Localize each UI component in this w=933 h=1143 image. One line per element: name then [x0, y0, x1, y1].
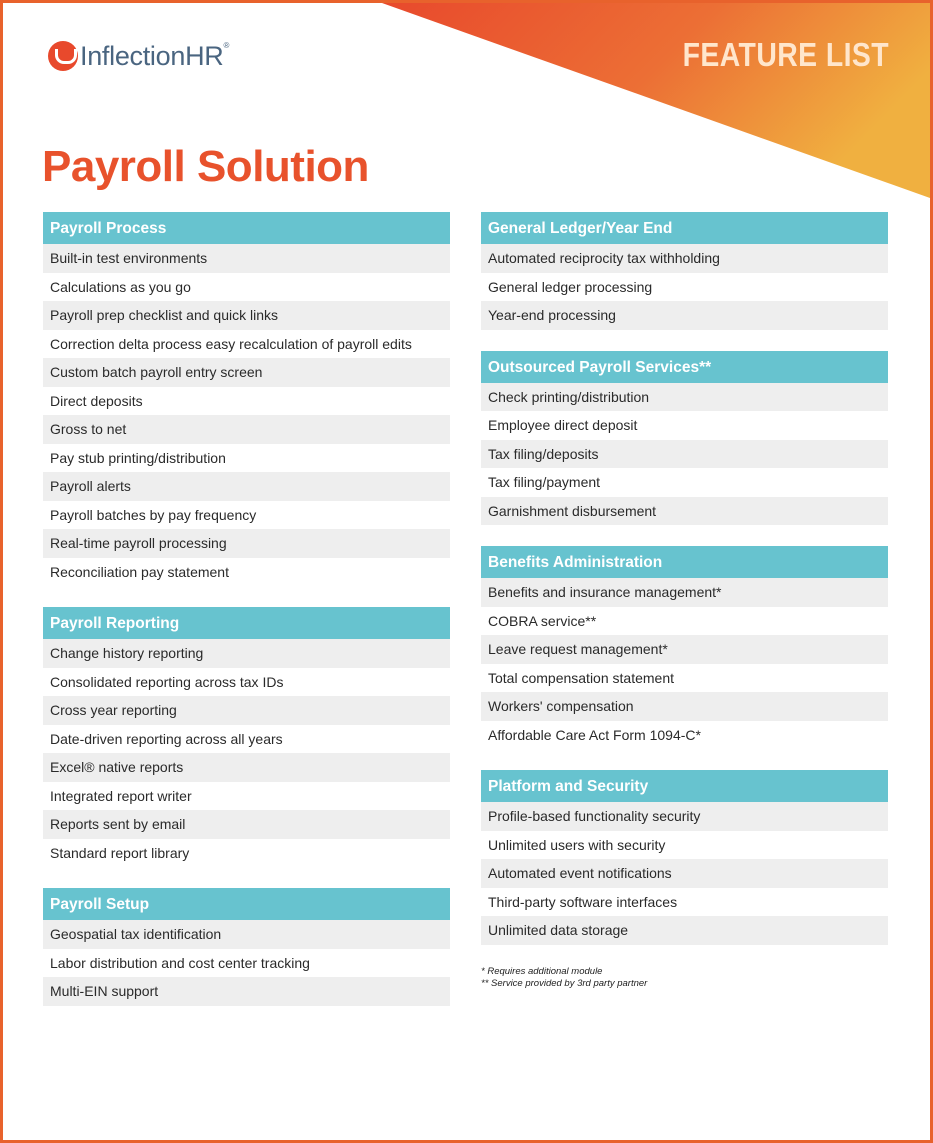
- section-outsourced-payroll-services: [481, 351, 888, 526]
- section-payroll-setup: [43, 888, 450, 1006]
- feature-items: [481, 383, 888, 526]
- feature-item: Multi-EIN support: [43, 977, 450, 1006]
- feature-item: Excel® native reports: [43, 753, 450, 782]
- section-general-ledger-year-end: [481, 212, 888, 330]
- feature-items: [481, 244, 888, 330]
- feature-item: Third-party software interfaces: [488, 893, 678, 910]
- feature-item: Cross year reporting: [43, 696, 450, 725]
- section-payroll-reporting: [43, 607, 450, 867]
- section-header: Payroll Process: [43, 212, 450, 244]
- feature-item: Leave request management*: [481, 635, 888, 664]
- section-header: Platform and Security: [481, 770, 888, 802]
- section-platform-and-security: [481, 770, 888, 945]
- feature-item: Unlimited data storage: [481, 916, 888, 945]
- feature-item: COBRA service**: [488, 612, 597, 629]
- feature-items: [481, 578, 888, 749]
- footnote-third-party: ** Service provided by 3rd party partner: [481, 977, 648, 989]
- logo-text: [80, 41, 229, 72]
- feature-item: Check printing/distribution: [481, 383, 888, 412]
- feature-item: Reconciliation pay statement: [50, 563, 229, 580]
- feature-item: Profile-based functionality security: [481, 802, 888, 831]
- feature-item: Custom batch payroll entry screen: [43, 358, 450, 387]
- feature-item: General ledger processing: [488, 278, 653, 295]
- feature-item: Benefits and insurance management*: [481, 578, 888, 607]
- feature-list-label: FEATURE LIST: [682, 36, 889, 73]
- feature-item: Total compensation statement: [488, 669, 674, 686]
- feature-item: Real-time payroll processing: [43, 529, 450, 558]
- logo-mark-icon: [48, 41, 78, 71]
- feature-item: Gross to net: [43, 415, 450, 444]
- feature-item: Date-driven reporting across all years: [50, 730, 283, 747]
- feature-items: [43, 639, 450, 867]
- feature-item: Reports sent by email: [43, 810, 450, 839]
- page-title: Payroll Solution: [42, 142, 369, 191]
- feature-item: Change history reporting: [43, 639, 450, 668]
- feature-item: Garnishment disbursement: [481, 497, 888, 526]
- feature-item: Integrated report writer: [50, 787, 192, 804]
- section-payroll-process: [43, 212, 450, 586]
- footnote-requires-module: * Requires additional module: [481, 965, 603, 977]
- feature-items: [43, 244, 450, 586]
- section-header: Payroll Reporting: [43, 607, 450, 639]
- feature-items: [43, 920, 450, 1006]
- feature-item: Built-in test environments: [43, 244, 450, 273]
- feature-item: Calculations as you go: [50, 278, 191, 295]
- feature-item: Geospatial tax identification: [43, 920, 450, 949]
- inflectionhr-logo: [48, 38, 229, 74]
- feature-item: Automated reciprocity tax withholding: [481, 244, 888, 273]
- logo-wordmark: InflectionHR: [80, 40, 224, 71]
- feature-item: Labor distribution and cost center tracking: [50, 954, 310, 971]
- section-header: Payroll Setup: [43, 888, 450, 920]
- feature-item: Unlimited users with security: [488, 836, 666, 853]
- feature-item: Consolidated reporting across tax IDs: [50, 673, 284, 690]
- feature-item: Workers' compensation: [481, 692, 888, 721]
- feature-item: Tax filing/payment: [488, 474, 601, 490]
- feature-item: Pay stub printing/distribution: [50, 449, 226, 466]
- feature-item: Affordable Care Act Form 1094-C*: [488, 726, 701, 743]
- footnotes: [481, 966, 888, 990]
- right-column: [481, 212, 888, 990]
- left-column: [43, 212, 450, 1027]
- feature-item: Year-end processing: [481, 301, 888, 330]
- section-benefits-administration: [481, 546, 888, 749]
- logo-trademark: ®: [223, 40, 230, 50]
- feature-item: Direct deposits: [50, 392, 143, 409]
- feature-item: Tax filing/deposits: [481, 440, 888, 469]
- feature-item: Employee direct deposit: [488, 417, 638, 433]
- section-header: General Ledger/Year End: [481, 212, 888, 244]
- feature-item: Payroll batches by pay frequency: [50, 506, 257, 523]
- section-header: Outsourced Payroll Services**: [481, 351, 888, 383]
- feature-item: Payroll alerts: [43, 472, 450, 501]
- feature-items: [481, 802, 888, 945]
- section-header: Benefits Administration: [481, 546, 888, 578]
- feature-item: Payroll prep checklist and quick links: [43, 301, 450, 330]
- feature-item: Automated event notifications: [481, 859, 888, 888]
- feature-item: Correction delta process easy recalculation of payroll edits: [50, 335, 412, 352]
- feature-item: Standard report library: [50, 844, 190, 861]
